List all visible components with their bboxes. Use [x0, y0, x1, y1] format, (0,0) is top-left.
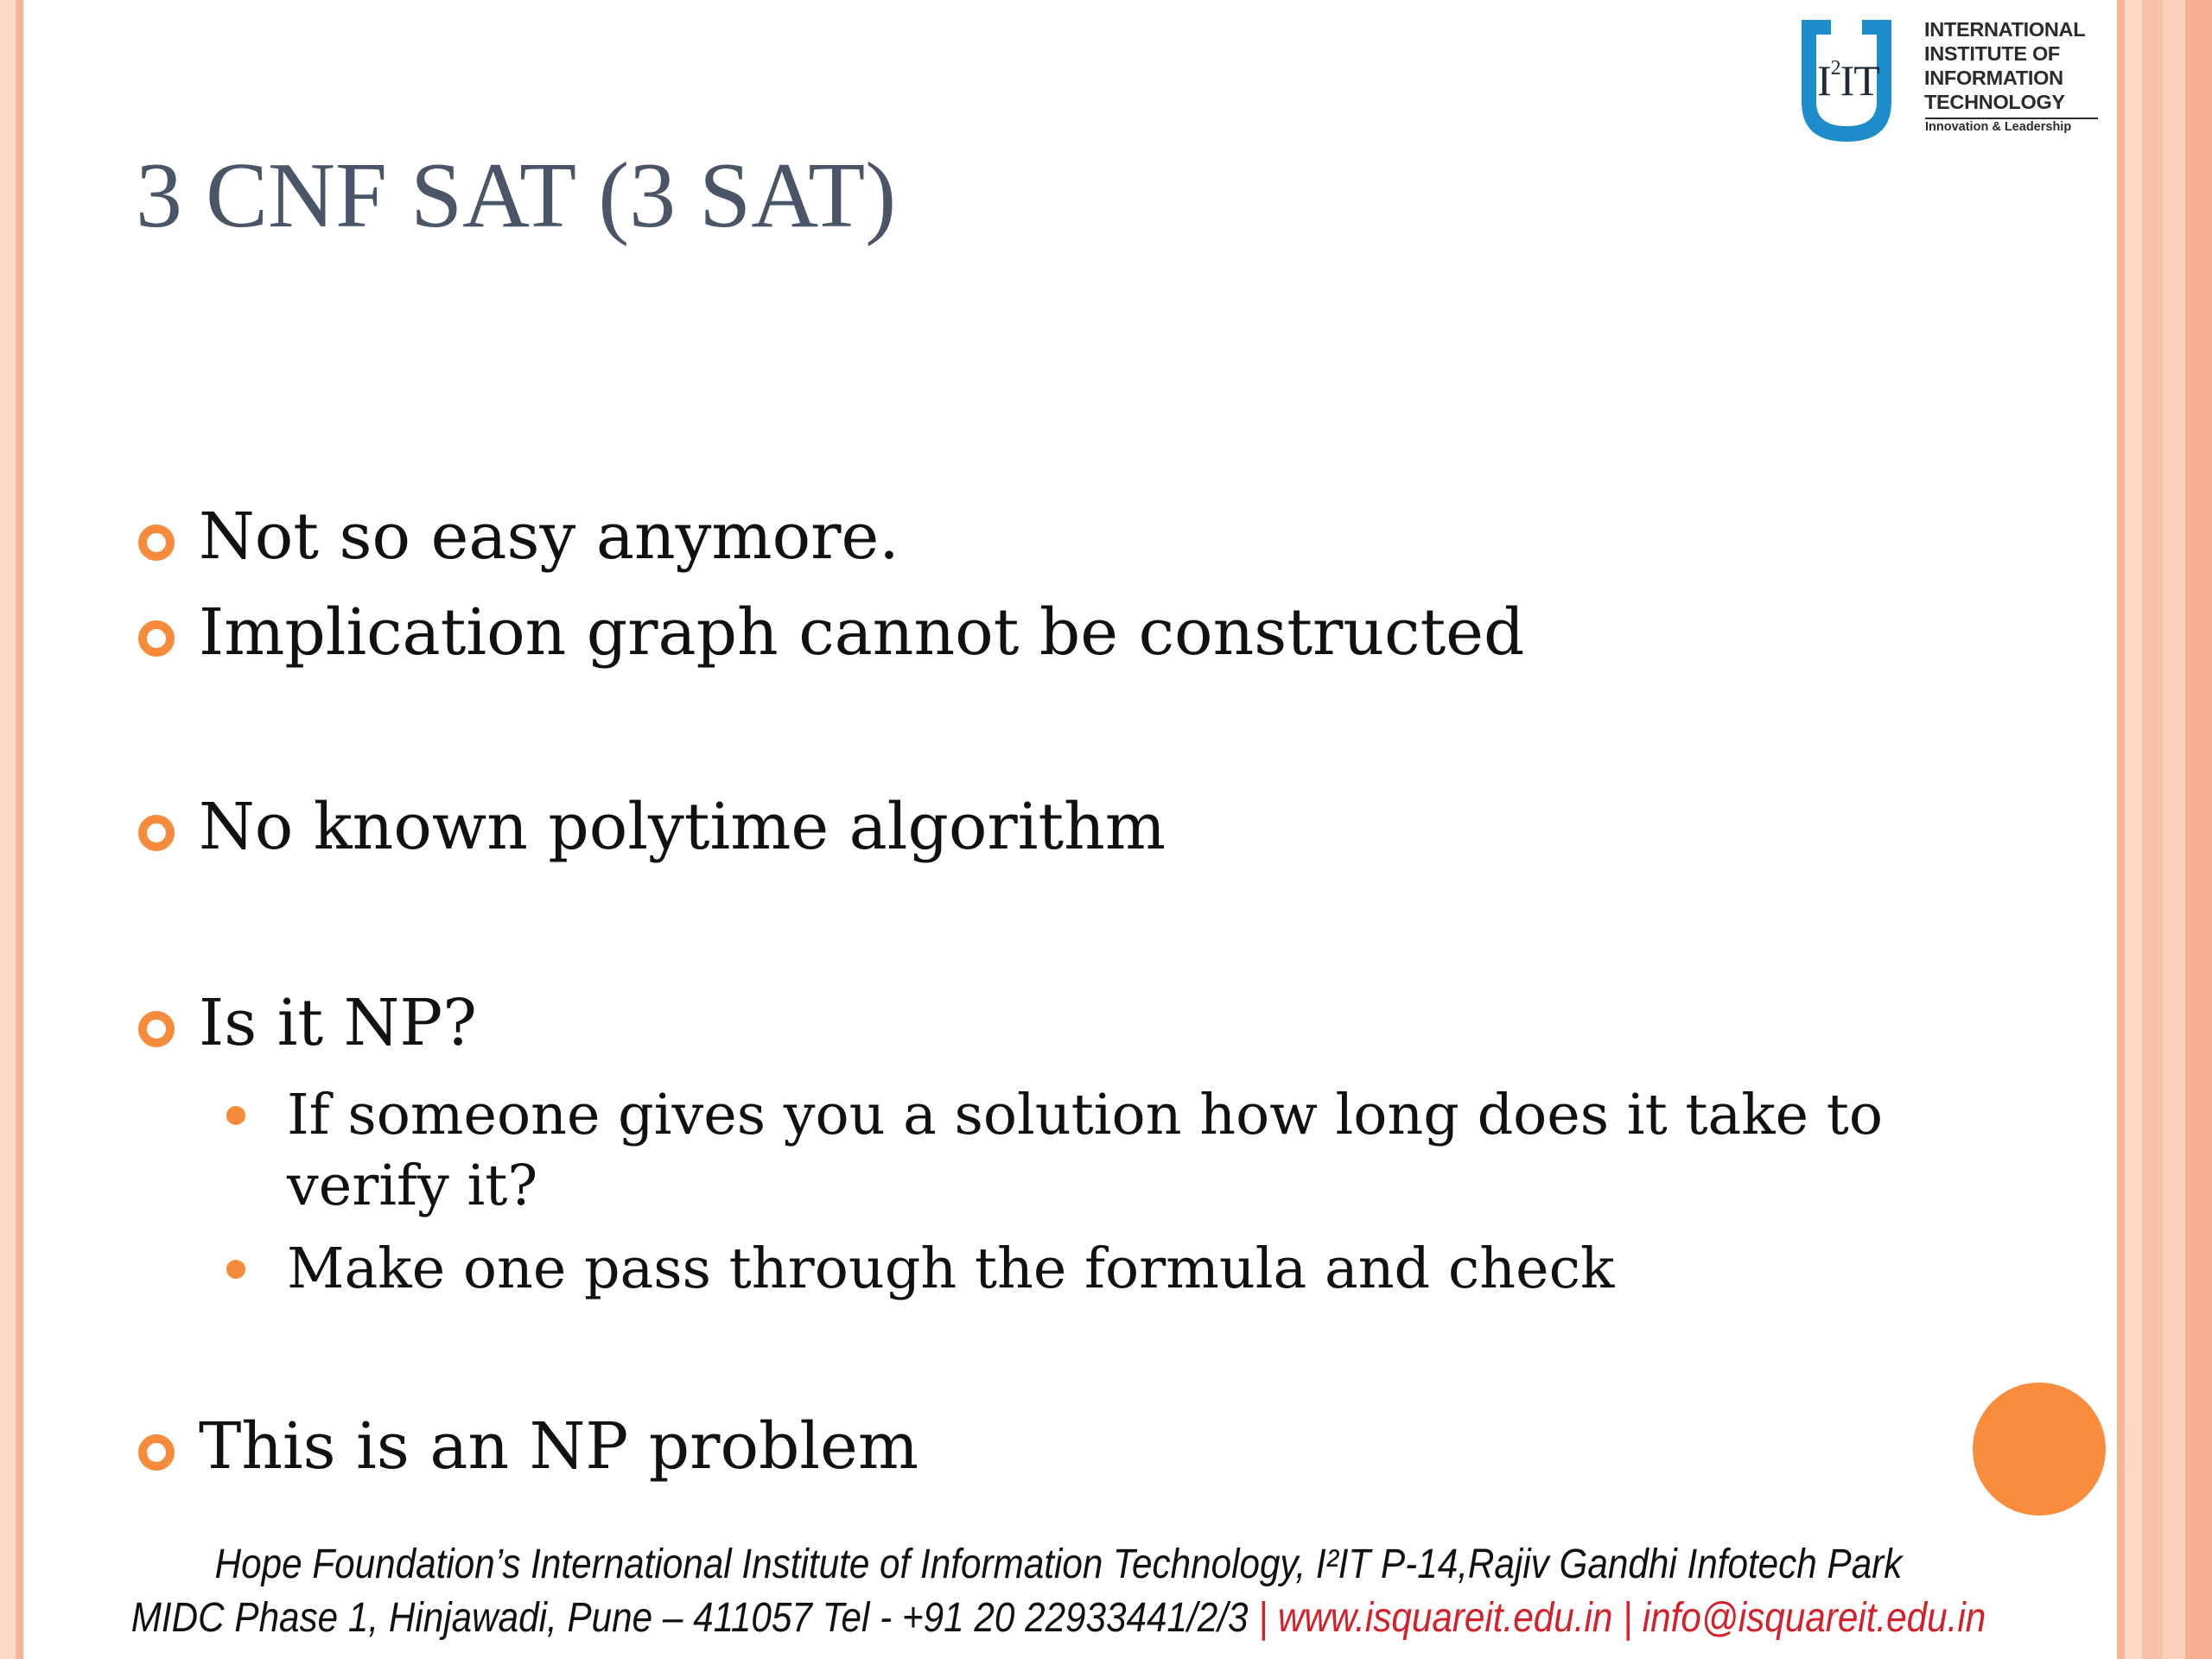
- border-stripe: [2125, 0, 2142, 1659]
- footer-address: MIDC Phase 1, Hinjawadi, Pune – 411057 Tel - +91 20 22933441/2/3: [130, 1595, 1249, 1641]
- footer-separator: |: [1623, 1595, 1633, 1641]
- sub-bullet-dot-icon: [226, 1260, 245, 1279]
- footer-email-link[interactable]: info@isquareit.edu.in: [1642, 1595, 1986, 1641]
- border-stripe: [2142, 0, 2163, 1659]
- border-stripe: [2117, 0, 2125, 1659]
- footer-separator: |: [1258, 1595, 1268, 1641]
- bullet-ring-icon: [138, 815, 175, 851]
- sub-bullet-dot-icon: [226, 1106, 245, 1125]
- logo-wordmark: [1924, 17, 2085, 114]
- slide-footer: [127, 1538, 1990, 1645]
- bullet-ring-icon: [138, 620, 175, 657]
- logo-line: TECHNOLOGY: [1924, 91, 2065, 113]
- border-stripe: [2185, 0, 2212, 1659]
- slide-title: 3 CNF SAT (3 SAT): [136, 144, 897, 247]
- bullet-text: This is an NP problem: [199, 1409, 919, 1484]
- footer-line-1: Hope Foundation’s International Institute of Information Technology, I²IT P-14,Rajiv Gandhi Infotech Park: [214, 1541, 1903, 1587]
- border-stripe: [2163, 0, 2185, 1659]
- bullet-text: No known polytime algorithm: [199, 790, 1166, 864]
- sub-bullet-text: Make one pass through the formula and check: [287, 1236, 1615, 1301]
- sub-bullet-text: [287, 1080, 1883, 1222]
- footer-line-2: [127, 1592, 1990, 1645]
- logo-mark: $I^2IT$: [1817, 56, 1879, 105]
- footer-website-link[interactable]: www.isquareit.edu.in: [1277, 1595, 1613, 1641]
- logo-divider: [1925, 118, 2098, 119]
- bullet-text: Implication graph cannot be constructed: [199, 595, 1525, 670]
- bullet-ring-icon: [138, 524, 175, 561]
- right-decorative-border: [2117, 0, 2212, 1659]
- bullet-text: Not so easy anymore.: [199, 499, 899, 574]
- bullet-ring-icon: [138, 1011, 175, 1047]
- bullet-ring-icon: [138, 1434, 175, 1471]
- institute-logo: [1793, 16, 2104, 145]
- sub-bullet-line: verify it?: [287, 1154, 538, 1218]
- logo-line: INSTITUTE OF: [1924, 42, 2060, 65]
- bullet-text: Is it NP?: [199, 986, 477, 1060]
- sub-bullet-line: If someone gives you a solution how long does it take to: [287, 1083, 1884, 1147]
- left-decorative-border: [0, 0, 16, 1659]
- logo-line: INFORMATION: [1924, 67, 2063, 89]
- logo-tagline: Innovation & Leadership: [1925, 120, 2072, 134]
- decorative-orange-circle: [1973, 1382, 2106, 1516]
- logo-line: INTERNATIONAL: [1924, 18, 2086, 41]
